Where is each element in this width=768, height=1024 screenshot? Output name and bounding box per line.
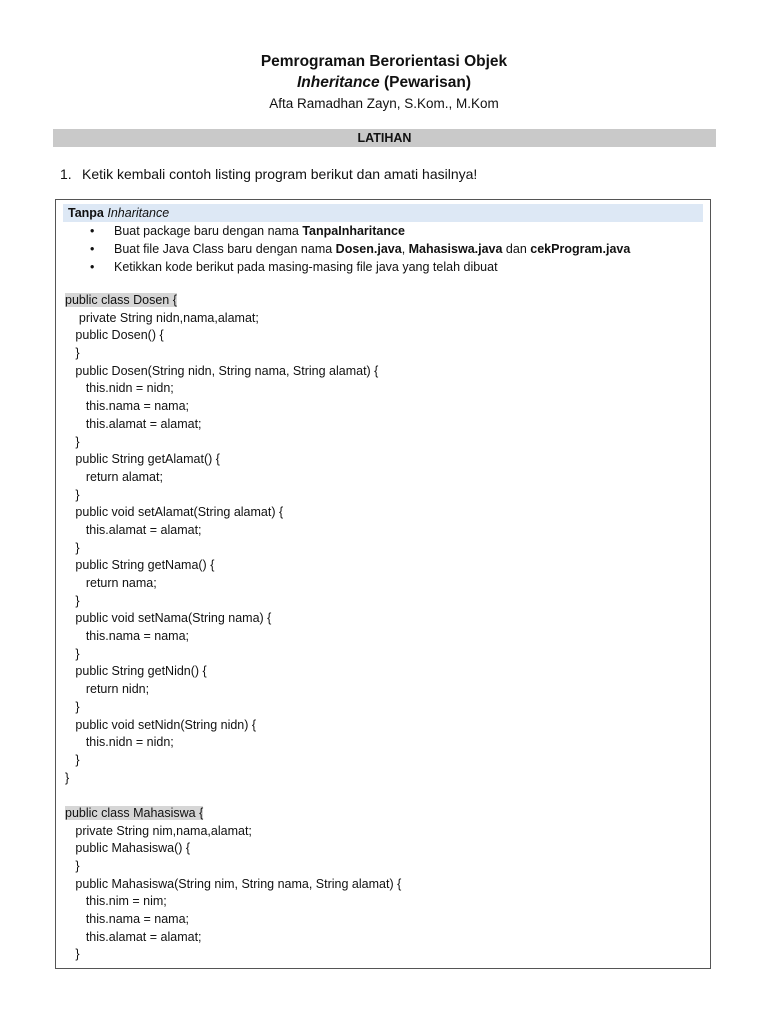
code-line xyxy=(65,557,401,575)
instruction-text: Buat package baru dengan nama xyxy=(114,224,303,238)
code-line xyxy=(65,593,401,611)
code-line xyxy=(65,610,401,628)
instruction-text: Buat file Java Class baru dengan nama xyxy=(114,242,336,256)
code-line-text: public void setAlamat(String alamat) { xyxy=(65,505,284,520)
code-line-text: public void setNidn(String nidn) { xyxy=(65,717,257,732)
code-line xyxy=(65,752,401,770)
code-line-text: public Mahasiswa(String nim, String nama, String alamat) { xyxy=(65,876,402,891)
code-line xyxy=(65,911,401,929)
instruction-item xyxy=(84,258,630,276)
code-line-text: this.alamat = alamat; xyxy=(65,416,202,431)
code-line-text: return nama; xyxy=(65,576,157,590)
bullet-icon: • xyxy=(90,224,95,238)
code-line xyxy=(65,327,401,345)
instruction-text: , xyxy=(401,242,409,256)
box-header-italic: Inharitance xyxy=(107,206,170,220)
topic-title-rest: (Pewarisan) xyxy=(379,74,471,91)
instruction-text: dan xyxy=(502,242,531,256)
bullet-icon: • xyxy=(90,242,95,256)
code-line-text: public Mahasiswa() { xyxy=(65,841,191,856)
code-line xyxy=(65,699,401,717)
code-line-text: this.nim = nim; xyxy=(65,894,167,909)
code-line xyxy=(65,310,401,328)
instruction-bold: TanpaInharitance xyxy=(302,224,405,238)
code-line xyxy=(65,469,401,487)
code-line xyxy=(65,434,401,452)
code-line-text: public String getNama() { xyxy=(65,558,215,573)
author-line: Afta Ramadhan Zayn, S.Kom., M.Kom xyxy=(269,96,499,111)
code-line xyxy=(65,770,401,788)
code-line-text: } xyxy=(65,752,80,767)
section-heading: LATIHAN xyxy=(53,129,716,147)
code-line xyxy=(65,876,401,894)
instruction-bold: Mahasiswa.java xyxy=(408,242,503,256)
question-text: Ketik kembali contoh listing program berikut dan amati hasilnya! xyxy=(82,166,478,182)
topic-title xyxy=(0,72,768,93)
code-line-text: this.nama = nama; xyxy=(65,912,190,927)
code-line-text: public class Mahasiswa { xyxy=(65,805,204,820)
code-line xyxy=(65,292,401,310)
document-header xyxy=(0,52,768,114)
code-line-text: } xyxy=(65,646,80,661)
code-line-text: this.nidn = nidn; xyxy=(65,381,174,396)
code-line xyxy=(65,363,401,381)
code-line-text: this.nidn = nidn; xyxy=(65,735,174,750)
code-line xyxy=(65,823,401,841)
course-title: Pemrograman Berorientasi Objek xyxy=(260,53,508,70)
code-line xyxy=(65,504,401,522)
code-line xyxy=(65,345,401,363)
code-line-text: public Dosen(String nidn, String nama, String alamat) { xyxy=(65,363,379,378)
code-line-text: } xyxy=(65,540,80,555)
instruction-item xyxy=(84,240,630,258)
code-line xyxy=(65,929,401,947)
code-line-text: private String nidn,nama,alamat; xyxy=(65,310,259,325)
code-line xyxy=(65,681,401,699)
code-line xyxy=(65,787,401,805)
code-line xyxy=(65,805,401,823)
code-line-text: } xyxy=(65,947,80,962)
code-line-text: public void setNama(String nama) { xyxy=(65,611,272,626)
question-item xyxy=(60,165,477,183)
code-line-text: } xyxy=(65,487,80,502)
code-line xyxy=(65,416,401,434)
box-header-prefix: Tanpa xyxy=(68,206,108,220)
code-line-text: return alamat; xyxy=(65,469,163,484)
instruction-bold: Dosen.java xyxy=(335,242,402,256)
code-line-text: public class Dosen { xyxy=(65,293,177,307)
instruction-bold: cekProgram.java xyxy=(530,242,631,256)
code-line-text: } xyxy=(65,593,80,608)
code-line xyxy=(65,575,401,593)
instruction-list xyxy=(84,222,630,276)
code-line-text: } xyxy=(65,770,70,785)
code-line-text: this.nama = nama; xyxy=(65,629,190,644)
code-line-text: } xyxy=(65,346,80,361)
code-line xyxy=(65,840,401,858)
question-number: 1. xyxy=(60,166,72,182)
code-listing xyxy=(65,292,401,964)
code-line xyxy=(65,734,401,752)
instruction-item xyxy=(84,222,630,240)
code-line xyxy=(65,398,401,416)
instruction-text: Ketikkan kode berikut pada masing-masing file java yang telah dibuat xyxy=(114,260,498,274)
code-line-text: return nidn; xyxy=(65,682,150,697)
code-line-text: public String getNidn() { xyxy=(65,664,207,679)
code-line-text: this.alamat = alamat; xyxy=(65,929,202,944)
bullet-icon: • xyxy=(90,260,95,274)
code-line xyxy=(65,628,401,646)
code-line xyxy=(65,451,401,469)
code-line-text: public String getAlamat() { xyxy=(65,452,220,467)
code-line xyxy=(65,858,401,876)
topic-title-italic: Inheritance xyxy=(296,74,380,91)
code-line xyxy=(65,646,401,664)
code-line xyxy=(65,380,401,398)
code-line xyxy=(65,893,401,911)
code-box xyxy=(55,199,711,969)
code-line xyxy=(65,522,401,540)
code-line-text: this.nama = nama; xyxy=(65,399,190,414)
code-line xyxy=(65,540,401,558)
code-line-text: private String nim,nama,alamat; xyxy=(65,823,252,838)
code-box-header xyxy=(63,204,703,222)
code-line-text: public Dosen() { xyxy=(65,328,164,343)
code-line xyxy=(65,487,401,505)
code-line xyxy=(65,717,401,735)
code-line xyxy=(65,663,401,681)
code-line-text: } xyxy=(65,859,80,873)
code-line-text: } xyxy=(65,699,80,714)
code-line-text: this.alamat = alamat; xyxy=(65,522,202,537)
code-line-text: } xyxy=(65,434,80,449)
code-line xyxy=(65,946,401,964)
